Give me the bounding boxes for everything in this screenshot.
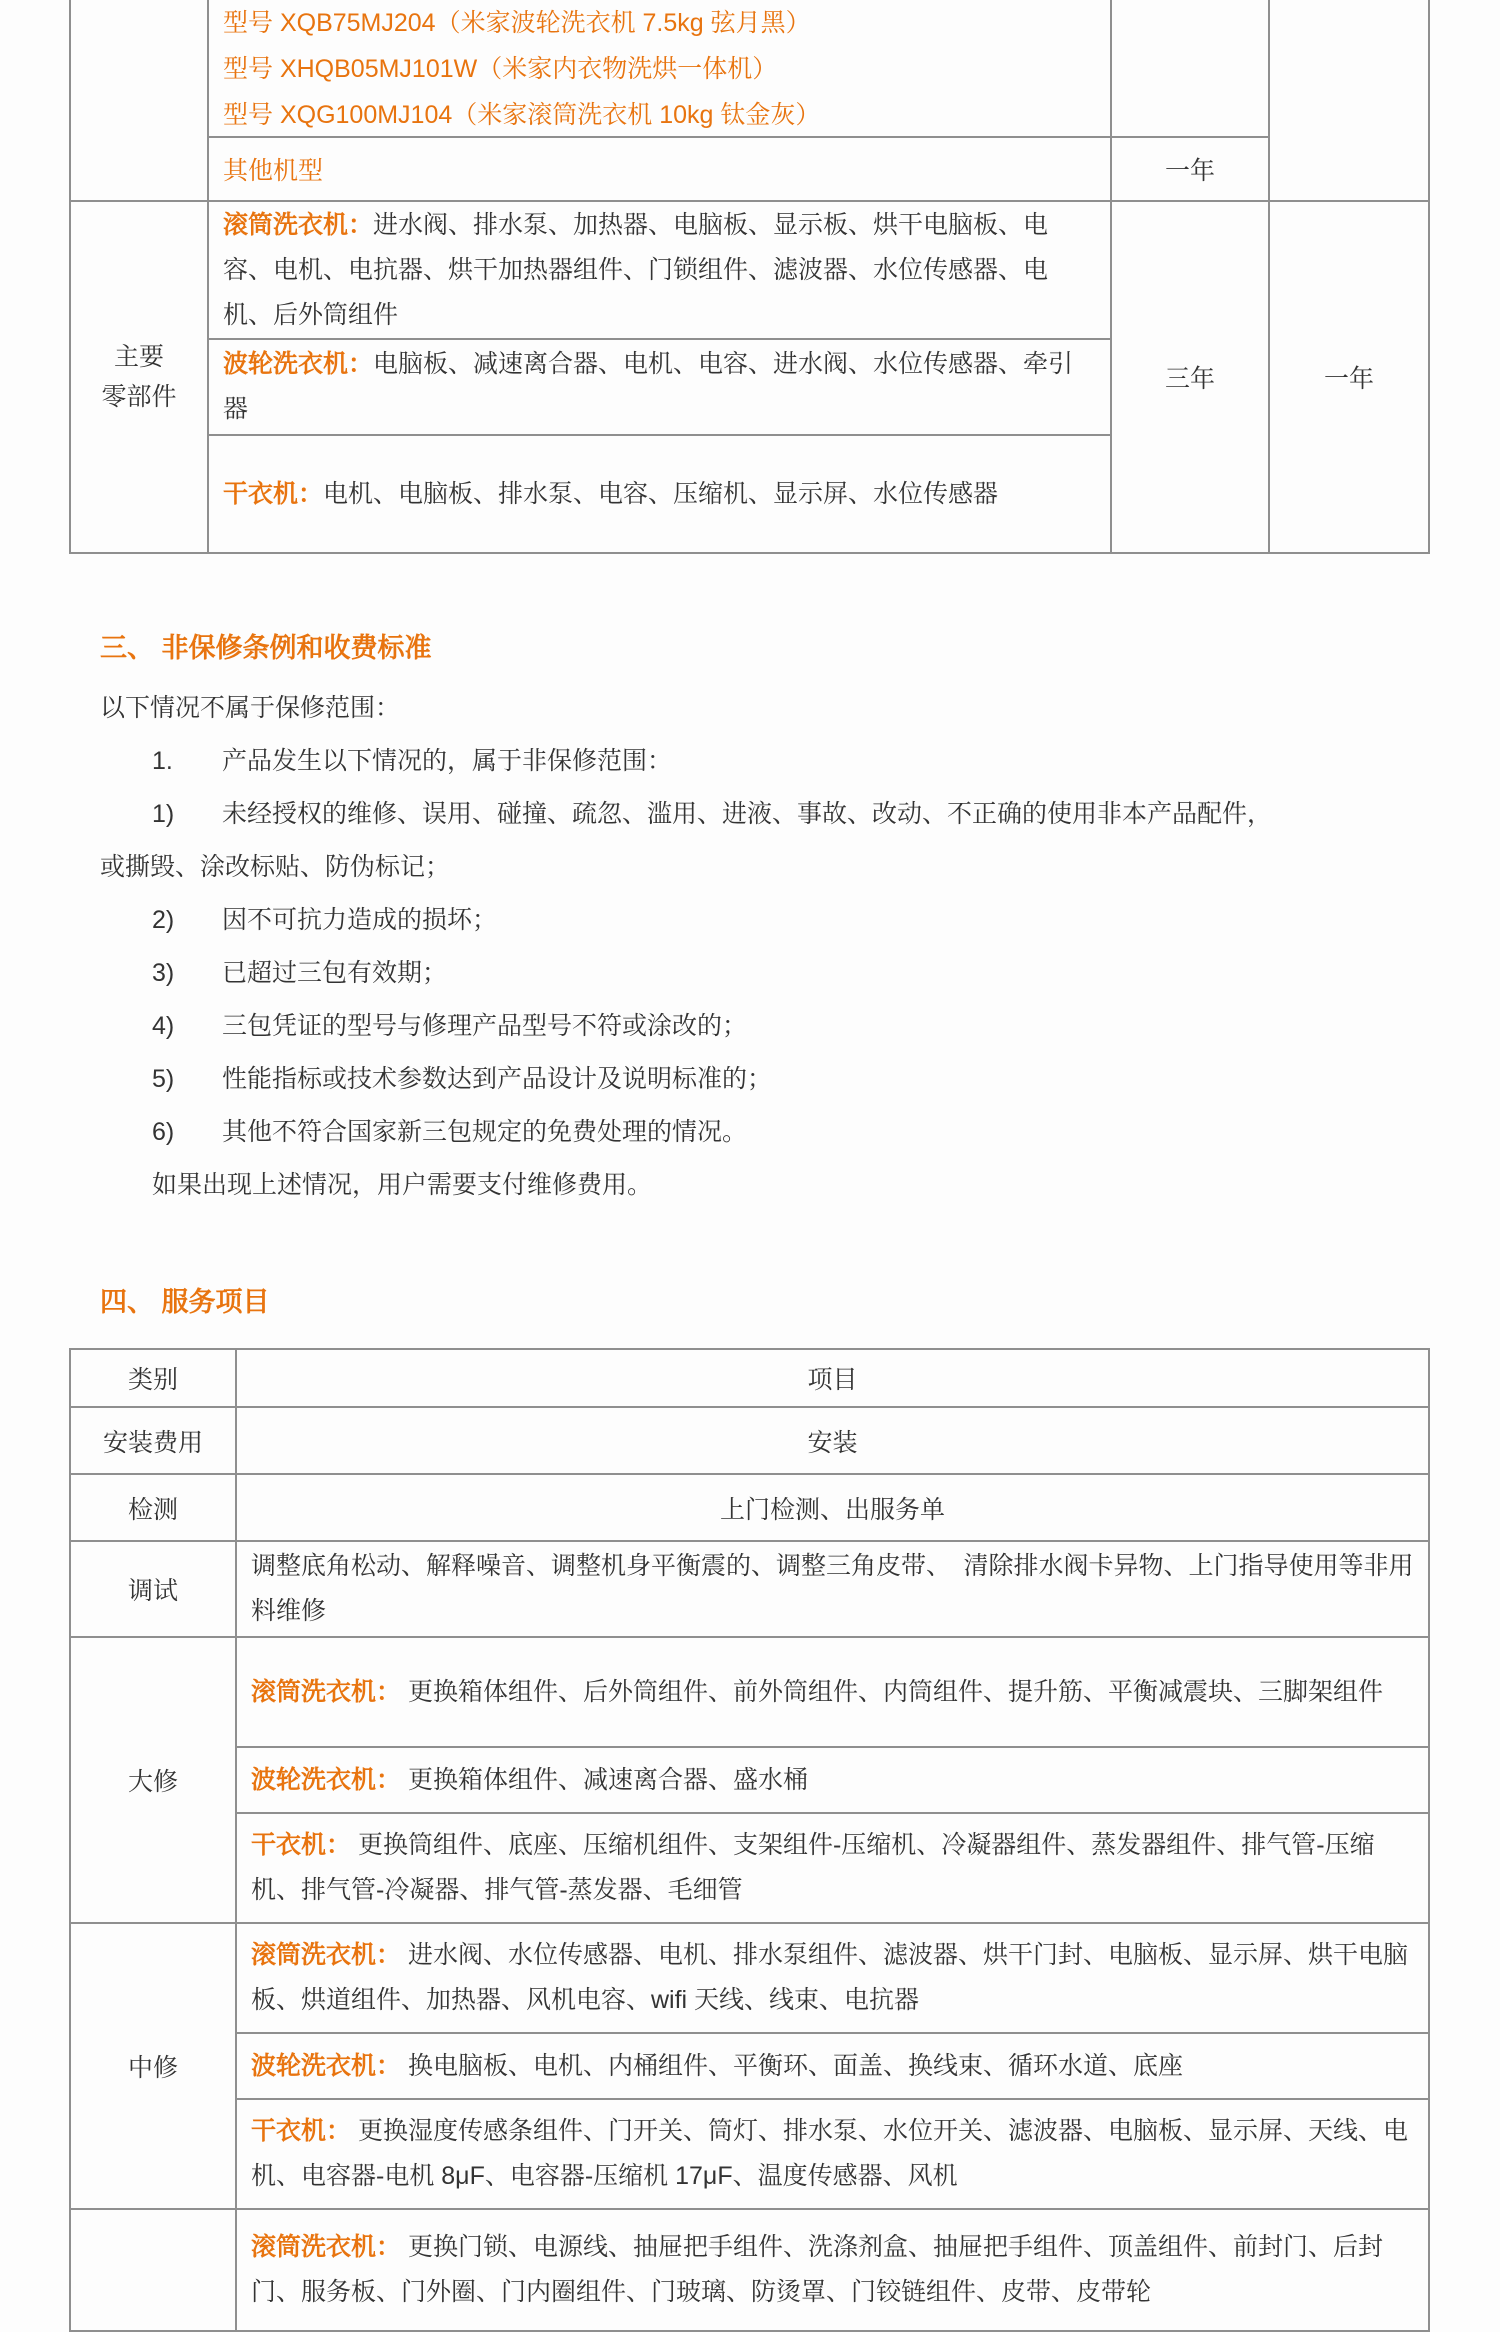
main-parts-warranty2-cell: 一年 (1270, 202, 1430, 554)
last-row-drum-cell (237, 2210, 1430, 2332)
warranty-period-table (69, 0, 1430, 554)
warranty-cell-cropped (1112, 0, 1270, 138)
debug-category-cell: 调试 (71, 1542, 237, 1638)
drum-washer-parts-text: 进水阀、排水泵、加热器、电脑板、显示板、烘干电脑板、电容、电机、电抗器、烘干加热器组件、门锁组件、滤波器、水位传感器、电机、后外筒组件 (223, 210, 1049, 329)
pulsator-washer-label: 波轮洗衣机： (251, 1765, 402, 1794)
debug-item-text: 调整底角松动、解释噪音、调整机身平衡震的、调整三角皮带、 清除排水阀卡异物、上门指导使用等非用料维修 (251, 1552, 1414, 1625)
service-items-table (69, 1348, 1430, 2332)
item-text: 性能指标或技术参数达到产品设计及说明标准的； (222, 1065, 773, 1093)
major-repair-pulsator-text: 更换箱体组件、减速离合器、盛水桶 (407, 1765, 808, 1794)
drum-washer-parts-cell (209, 202, 1112, 340)
warranty-cell-cropped (1270, 0, 1430, 202)
medium-repair-dryer-cell (237, 2100, 1430, 2210)
dryer-label: 干衣机： (251, 1831, 352, 1859)
other-models-cell: 其他机型 (209, 138, 1112, 202)
item-text: 未经授权的维修、误用、碰撞、疏忽、滥用、进液、事故、改动、不正确的使用非本产品配件，或撕毁、涂改标贴、防伪标记； (100, 800, 1273, 881)
item-number: 2) (152, 906, 175, 934)
last-row-drum-text: 更换门锁、电源线、抽屉把手组件、洗涤剂盒、抽屉把手组件、顶盖组件、前封门、后封门、服务板、门外圈、门内圈组件、门玻璃、防烫罩、门铰链组件、皮带、皮带轮 (251, 2233, 1383, 2306)
non-warranty-item-3 (100, 947, 1290, 1000)
inspect-category-cell: 检测 (71, 1475, 237, 1542)
item-number: 5) (152, 1065, 175, 1093)
pulsator-washer-label: 波轮洗衣机： (223, 350, 374, 378)
main-parts-warranty1-cell: 三年 (1112, 202, 1270, 554)
major-repair-dryer-text: 更换筒组件、底座、压缩机组件、支架组件-压缩机、冷凝器组件、蒸发器组件、排气管-压缩机、排气管-冷凝器、排气管-蒸发器、毛细管 (251, 1831, 1375, 1904)
last-category-cell-cropped (71, 2210, 237, 2332)
major-repair-category-cell: 大修 (71, 1638, 237, 1924)
non-warranty-lead-item (100, 735, 1290, 788)
medium-repair-pulsator-cell (237, 2034, 1430, 2100)
debug-item-cell (237, 1542, 1430, 1638)
item-text: 其他不符合国家新三包规定的免费处理的情况。 (222, 1118, 748, 1146)
drum-washer-label: 滚筒洗衣机： (223, 210, 374, 239)
drum-washer-label: 滚筒洗衣机： (251, 2233, 402, 2261)
item-text: 已超过三包有效期； (222, 959, 448, 987)
category-line-1: 主要 (113, 343, 164, 371)
drum-washer-label: 滚筒洗衣机： (251, 1941, 402, 1969)
major-repair-pulsator-cell (237, 1748, 1430, 1814)
medium-repair-category-cell: 中修 (71, 1924, 237, 2210)
inspect-item-cell: 上门检测、出服务单 (237, 1475, 1430, 1542)
non-warranty-closing: 如果出现上述情况，用户需要支付维修费用。 (152, 1171, 653, 1199)
model-list-cell (209, 0, 1112, 138)
section-three-heading: 三、 非保修条例和收费标准 (100, 633, 432, 663)
non-warranty-item-5 (100, 1053, 1290, 1106)
dryer-parts-text: 电机、电脑板、排水泵、电容、压缩机、显示屏、水位传感器 (323, 479, 999, 508)
item-text: 三包凭证的型号与修理产品型号不符或涂改的； (222, 1012, 748, 1040)
medium-repair-dryer-text: 更换湿度传感条组件、门开关、筒灯、排水泵、水位开关、滤波器、电脑板、显示屏、天线、电机、电容器-电机 8μF、电容器-压缩机 17μF、温度传感器、风机 (251, 2117, 1408, 2190)
dryer-label: 干衣机： (223, 479, 324, 508)
model-line: 型号 XQB75MJ204（米家波轮洗衣机 7.5kg 弦月黑） (223, 9, 811, 37)
non-warranty-item-6 (100, 1106, 1290, 1159)
category-line-2: 零部件 (101, 383, 177, 411)
major-repair-drum-text: 更换箱体组件、后外筒组件、前外筒组件、内筒组件、提升筋、平衡减震块、三脚架组件 (407, 1677, 1383, 1706)
main-parts-category-cell (71, 202, 209, 554)
pulsator-washer-parts-text: 电脑板、减速离合器、电机、电容、进水阀、水位传感器、牵引器 (223, 350, 1074, 423)
non-warranty-item-4 (100, 1000, 1290, 1053)
item-number: 4) (152, 1012, 175, 1040)
item-number: 3) (152, 959, 175, 987)
main-parts-category-label (101, 337, 176, 417)
model-line: 型号 XHQB05MJ101W（米家内衣物洗烘一体机） (223, 55, 778, 83)
item-text: 因不可抗力造成的损坏； (222, 906, 498, 934)
item-number: 6) (152, 1118, 175, 1146)
pulsator-washer-label: 波轮洗衣机： (251, 2051, 402, 2080)
medium-repair-drum-cell (237, 1924, 1430, 2034)
other-models-warranty-cell: 一年 (1112, 138, 1270, 202)
major-repair-dryer-cell (237, 1814, 1430, 1924)
pulsator-washer-parts-cell (209, 340, 1112, 436)
item-text: 产品发生以下情况的，属于非保修范围： (222, 747, 673, 775)
install-item-cell: 安装 (237, 1408, 1430, 1475)
non-warranty-item-2 (100, 894, 1290, 947)
dryer-parts-cell (209, 436, 1112, 554)
dryer-label: 干衣机： (251, 2117, 352, 2145)
medium-repair-drum-text: 进水阀、水位传感器、电机、排水泵组件、滤波器、烘干门封、电脑板、显示屏、烘干电脑板、烘道组件、加热器、风机电容、wifi 天线、线束、电抗器 (251, 1941, 1408, 2014)
section-four-heading: 四、 服务项目 (100, 1287, 270, 1317)
model-line: 型号 XQG100MJ104（米家滚筒洗衣机 10kg 钛金灰） (223, 101, 821, 129)
major-repair-drum-cell (237, 1638, 1430, 1748)
medium-repair-pulsator-text: 换电脑板、电机、内桶组件、平衡环、面盖、换线束、循环水道、底座 (407, 2051, 1183, 2080)
header-item-cell: 项目 (237, 1350, 1430, 1408)
install-category-cell: 安装费用 (71, 1408, 237, 1475)
non-warranty-section (100, 628, 1290, 1212)
drum-washer-label: 滚筒洗衣机： (251, 1677, 402, 1706)
item-number: 1) (152, 800, 175, 828)
item-number: 1. (152, 747, 173, 775)
category-cell-cropped (71, 0, 209, 202)
header-category-cell: 类别 (71, 1350, 237, 1408)
non-warranty-intro: 以下情况不属于保修范围： (100, 694, 401, 722)
non-warranty-item-1 (100, 788, 1290, 894)
